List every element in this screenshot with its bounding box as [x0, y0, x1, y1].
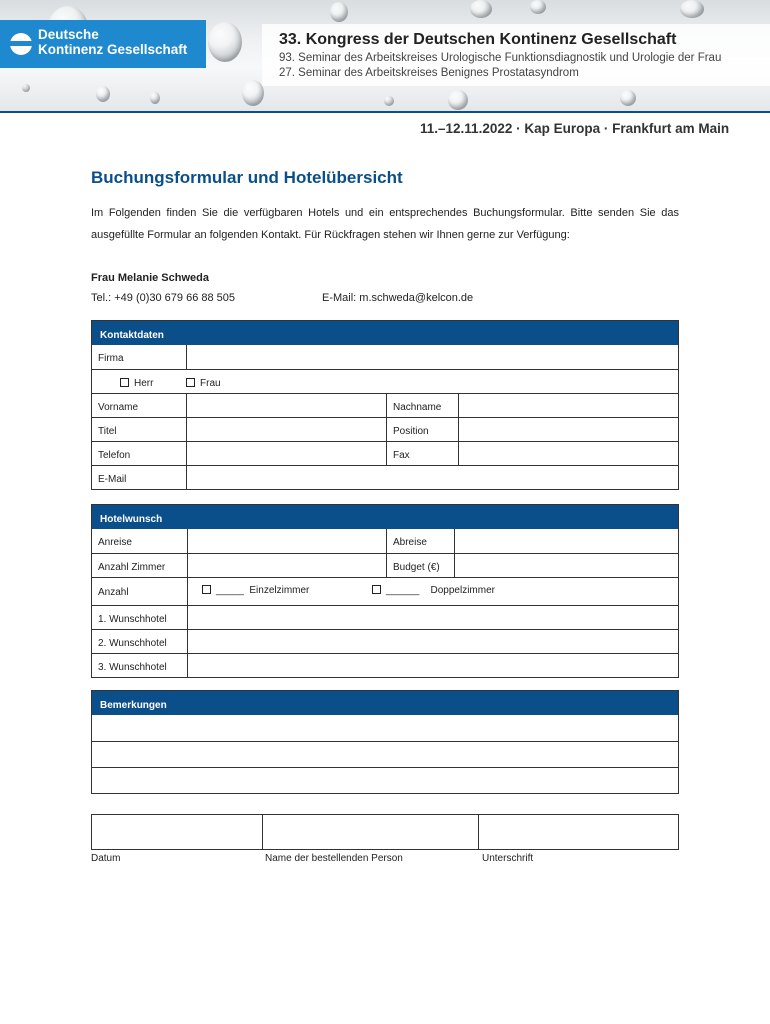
input-anreise[interactable] — [188, 529, 386, 553]
label-budget: Budget (€) — [393, 562, 440, 573]
congress-subtitle-2: 27. Seminar des Arbeitskreises Benignes Prostatasyndrom — [279, 67, 579, 79]
divider — [187, 578, 188, 605]
row-anzahl — [92, 577, 678, 605]
input-telefon[interactable] — [187, 442, 386, 465]
input-fax[interactable] — [459, 442, 679, 465]
signature-block — [91, 814, 679, 850]
label-vorname: Vorname — [98, 402, 139, 413]
checkbox-icon — [372, 585, 381, 594]
label-unterschrift: Unterschrift — [482, 853, 534, 864]
logo — [0, 20, 206, 68]
input-position[interactable] — [459, 418, 679, 441]
row-anzahl-zimmer — [92, 553, 678, 577]
water-drop-decoration — [150, 92, 160, 104]
water-drop-decoration — [530, 0, 546, 14]
input-anzahl-zimmer[interactable] — [188, 554, 386, 577]
page-title: Buchungsformular und Hotelübersicht — [91, 168, 403, 187]
water-drop-decoration — [620, 90, 636, 106]
logo-mark-icon — [10, 33, 32, 55]
contact-name: Frau Melanie Schweda — [91, 272, 209, 284]
label-anzahl-zimmer: Anzahl Zimmer — [98, 562, 166, 573]
header-rule — [0, 111, 770, 113]
date-location: 11.–12.11.2022 · Kap Europa · Frankfurt am Main — [420, 121, 730, 136]
row-wunschhotel-1 — [92, 605, 678, 629]
input-wunschhotel-2[interactable] — [188, 630, 679, 653]
remarks-section-heading: Bemerkungen — [92, 691, 678, 715]
row-email — [92, 465, 678, 489]
input-nachname[interactable] — [459, 394, 679, 417]
row-anreise — [92, 529, 678, 553]
row-wunschhotel-3 — [92, 653, 678, 677]
contact-section — [91, 320, 679, 490]
input-vorname[interactable] — [187, 394, 386, 417]
contact-email: E-Mail: m.schweda@kelcon.de — [322, 292, 474, 304]
water-drop-decoration — [680, 0, 704, 18]
remarks-section — [91, 690, 679, 794]
input-budget[interactable] — [455, 554, 679, 577]
row-wunschhotel-2 — [92, 629, 678, 653]
row-vorname — [92, 393, 678, 417]
checkbox-doppelzimmer[interactable]: ______ Doppelzimmer — [366, 578, 495, 605]
row-telefon — [92, 441, 678, 465]
label-firma: Firma — [98, 353, 124, 364]
water-drop-decoration — [96, 86, 110, 102]
water-drop-decoration — [22, 84, 30, 92]
label-wunschhotel-1: 1. Wunschhotel — [98, 614, 167, 625]
water-drop-decoration — [384, 96, 394, 106]
row-titel — [92, 417, 678, 441]
congress-subtitle-1: 93. Seminar des Arbeitskreises Urologische Funktionsdiagnostik und Urologie der Frau — [279, 52, 722, 64]
hotel-section-heading: Hotelwunsch — [92, 505, 678, 529]
header-banner — [0, 0, 770, 112]
input-unterschrift[interactable] — [479, 815, 679, 849]
label-email: E-Mail — [98, 474, 127, 485]
label-name: Name der bestellenden Person — [265, 853, 403, 864]
label-anreise: Anreise — [98, 537, 132, 548]
input-datum[interactable] — [92, 815, 262, 849]
label-titel: Titel — [98, 426, 117, 437]
input-email[interactable] — [187, 466, 679, 489]
water-drop-decoration — [330, 2, 348, 22]
congress-title: 33. Kongress der Deutschen Kontinenz Gesellschaft — [279, 31, 677, 48]
input-abreise[interactable] — [455, 529, 679, 553]
remarks-line-1[interactable] — [92, 715, 678, 741]
logo-text: Deutsche Kontinenz Gesellschaft — [38, 27, 188, 57]
intro-text: Im Folgenden finden Sie die verfügbaren Hotels und ein entsprechendes Buchungsformular. Bitte senden Sie das ausgefüllte Formular an folgenden Kontakt. Für Rückfragen stehen wir Ihnen gerne zur Verfügung: — [91, 207, 679, 241]
input-firma[interactable] — [187, 345, 679, 369]
contact-phone: Tel.: +49 (0)30 679 66 88 505 — [91, 292, 236, 304]
contact-section-heading: Kontaktdaten — [92, 321, 678, 345]
label-abreise: Abreise — [393, 537, 427, 548]
checkbox-icon — [186, 378, 195, 387]
water-drop-decoration — [470, 0, 492, 18]
checkbox-frau[interactable]: Frau — [180, 370, 221, 393]
label-wunschhotel-2: 2. Wunschhotel — [98, 638, 167, 649]
label-nachname: Nachname — [393, 402, 442, 413]
checkbox-icon — [120, 378, 129, 387]
input-wunschhotel-3[interactable] — [188, 654, 679, 677]
label-anzahl: Anzahl — [98, 587, 129, 598]
remarks-line-3[interactable] — [92, 767, 678, 793]
row-firma — [92, 345, 678, 369]
label-wunschhotel-3: 3. Wunschhotel — [98, 662, 167, 673]
label-telefon: Telefon — [98, 450, 131, 461]
row-anrede — [92, 369, 678, 393]
label-position: Position — [393, 426, 429, 437]
checkbox-icon — [202, 585, 211, 594]
input-wunschhotel-1[interactable] — [188, 606, 679, 629]
water-drop-decoration — [242, 80, 264, 106]
remarks-line-2[interactable] — [92, 741, 678, 767]
water-drop-decoration — [448, 90, 468, 110]
label-datum: Datum — [91, 853, 121, 864]
checkbox-einzelzimmer[interactable]: _____ Einzelzimmer — [196, 578, 309, 605]
input-titel[interactable] — [187, 418, 386, 441]
hotel-section — [91, 504, 679, 678]
checkbox-herr[interactable]: Herr — [114, 370, 153, 393]
water-drop-decoration — [208, 22, 242, 62]
label-fax: Fax — [393, 450, 410, 461]
input-name[interactable] — [263, 815, 478, 849]
